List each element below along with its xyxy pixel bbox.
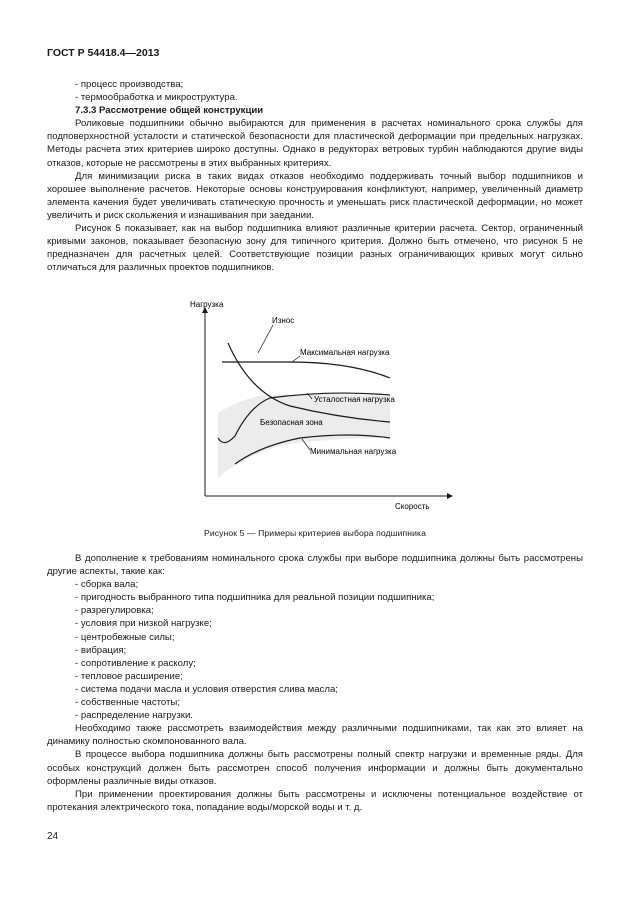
top-text-block (47, 78, 583, 274)
list-item: - вибрация; (75, 644, 127, 656)
paragraph: Для минимизации риска в таких видах отказов необходимо поддерживать точный выбор подшипников и хорошее выполнение расчетов. Некоторые основы конструирования конфликтуют, например, увеличенный диаметр элемента качения будет увеличивать статическую прочность и уменьшать риск пластической деформации, но может увеличить и риск скольжения и изнашивания при заедании. (47, 170, 583, 221)
list-item: - центробежные силы; (75, 631, 175, 643)
safe-zone-area (218, 394, 390, 478)
page-number: 24 (47, 831, 59, 842)
min-load-label: Минимальная нагрузка (310, 447, 397, 456)
paragraph: В дополнение к требованиям номинального срока службы при выборе подшипника должны быть рассмотрены другие аспекты, такие как: (47, 553, 583, 578)
list-item: - сопротивление к расколу; (75, 657, 196, 669)
list-item: - тепловое расширение; (75, 670, 183, 682)
list-item: - термообработка и микроструктура. (75, 92, 238, 104)
paragraph: Необходимо также рассмотреть взаимодействия между различными подшипниками, так как это влияет на динамику полностью скомпонованного вала. (47, 723, 583, 748)
list-item: - пригодность выбранного типа подшипника для реальной позиции подшипника; (75, 592, 435, 604)
paragraph: Роликовые подшипники обычно выбираются для применения в расчетах номинального срока службы для подповерхностной усталости и статической безопасности для пластической деформации при предельных нагрузках. Методы расчета этих критериев широко доступны. Однако в редукторах ветровых турбин наблюдаются другие виды отказов, которые не рассмотрены в этих выбранных критериях. (47, 118, 583, 169)
wear-label: Износ (272, 316, 295, 325)
paragraph: При применении проектирования должны быть рассмотрены и исключены потенциальное воздействие от протекания электрического тока, попадание воды/морской воды и т. д. (47, 788, 583, 813)
paragraph: В процессе выбора подшипника должны быть рассмотрены полный спектр нагрузки и временные ряды. Для особых конструкций должен быть рассмотрен способ получения информации и должны быть документально оформлены различные виды отказов. (47, 749, 583, 787)
list-item: - система подачи масла и условия отверстия слива масла; (75, 683, 338, 695)
list-item: - распределение нагрузки. (75, 710, 193, 722)
safe-zone-label: Безопасная зона (260, 418, 323, 427)
list-item: - процесс производства; (75, 79, 184, 90)
max-load-label: Максимальная нагрузка (300, 348, 390, 357)
bearing-criteria-figure (160, 298, 460, 516)
aspects-list (47, 578, 583, 722)
y-axis-label: Нагрузка (190, 300, 224, 309)
figure-caption: Рисунок 5 — Примеры критериев выбора подшипника (204, 528, 426, 538)
max-load-pointer (292, 356, 300, 362)
list-item: - условия при низкой нагрузке; (75, 618, 212, 630)
fatigue-load-label: Усталостная нагрузка (314, 395, 395, 404)
paragraph: Рисунок 5 показывает, как на выбор подшипника влияют различные критерии расчета. Сектор, ограниченный кривыми законов, показывает безопасную зону для типичного критерия. Должно быть отмечено, что рисунок 5 не предназначен для расчетных целей. Соответствующие позиции разных ограничивающих кривых могут сильно отличаться для различных проектов подшипников. (47, 223, 583, 274)
wear-pointer (258, 325, 273, 353)
section-heading: 7.3.3 Рассмотрение общей конструкции (75, 105, 264, 117)
list-item: - разрегулировка; (75, 605, 154, 617)
list-item: - сборка вала; (75, 579, 139, 591)
x-axis-label: Скорость (395, 502, 430, 511)
list-item: - собственные частоты; (75, 697, 180, 709)
document-header: ГОСТ Р 54418.4—2013 (47, 47, 160, 59)
bottom-text-block (47, 552, 583, 814)
